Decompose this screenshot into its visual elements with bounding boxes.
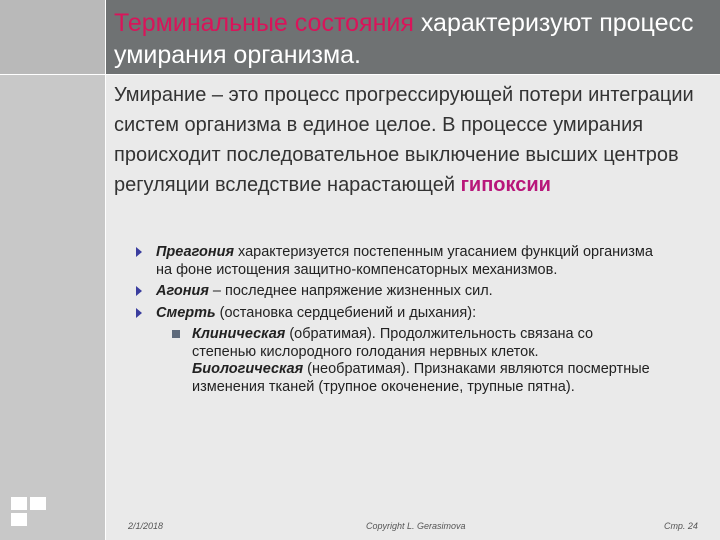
square-bullet-icon — [172, 330, 180, 338]
bullet-arrow-icon — [136, 286, 142, 296]
bullet-arrow-icon — [136, 247, 142, 257]
sub-text-clinical: (обратимая). Продолжительность связана со степенью кислородного голодания нервных клеток. — [192, 326, 594, 360]
footer-page-number: Стр. 24 — [664, 521, 698, 531]
footer-copyright: Copyright L. Gerasimova — [366, 521, 466, 531]
footer-date: 2/1/2018 — [128, 521, 164, 531]
intro-paragraph — [114, 80, 714, 200]
bullet-term: Преагония — [156, 244, 234, 260]
bullet-arrow-icon — [136, 308, 142, 318]
bullet-item — [136, 283, 656, 301]
bullet-text: – последнее напряжение жизненных сил. — [208, 283, 493, 299]
bullet-text: характеризуется постепенным угасанием функций организма на фоне истощения защитно-компенсаторных механизмов. — [156, 244, 653, 278]
bullet-item — [136, 305, 656, 397]
title-highlight: Терминальные состояния — [114, 9, 414, 37]
sub-text-biological: (необратимая). Признаками являются посмертные изменения тканей (трупное окоченение, трупные пятна). — [192, 361, 650, 395]
bullet-term: Агония — [156, 283, 209, 299]
bullet-text: (остановка сердцебиений и дыхания): — [215, 304, 477, 321]
slide-title — [114, 7, 714, 71]
corner-square — [0, 0, 105, 74]
sub-term-clinical: Клиническая — [192, 326, 286, 342]
intro-text: Умирание – это процесс прогрессирующей потери интеграции систем организма в единое целое. В процессе умирания происходит последовательное выключение высших центров регуляции вследствие нарастающей — [114, 84, 694, 196]
bullet-list — [136, 244, 656, 400]
logo-squares-icon — [11, 497, 47, 527]
bullet-term: Смерть — [156, 304, 216, 321]
sub-line-clinical — [192, 326, 656, 361]
left-decor-strip — [0, 0, 105, 540]
sub-line-biological — [192, 361, 656, 396]
vertical-divider — [105, 0, 106, 540]
sub-term-biological: Биологическая — [192, 361, 304, 377]
sub-bullet — [172, 326, 656, 396]
title-rest: характеризуют процесс умирания организма. — [114, 9, 694, 69]
bullet-item — [136, 244, 656, 279]
horizontal-divider — [0, 74, 720, 75]
intro-accent: гипоксии — [460, 174, 551, 196]
